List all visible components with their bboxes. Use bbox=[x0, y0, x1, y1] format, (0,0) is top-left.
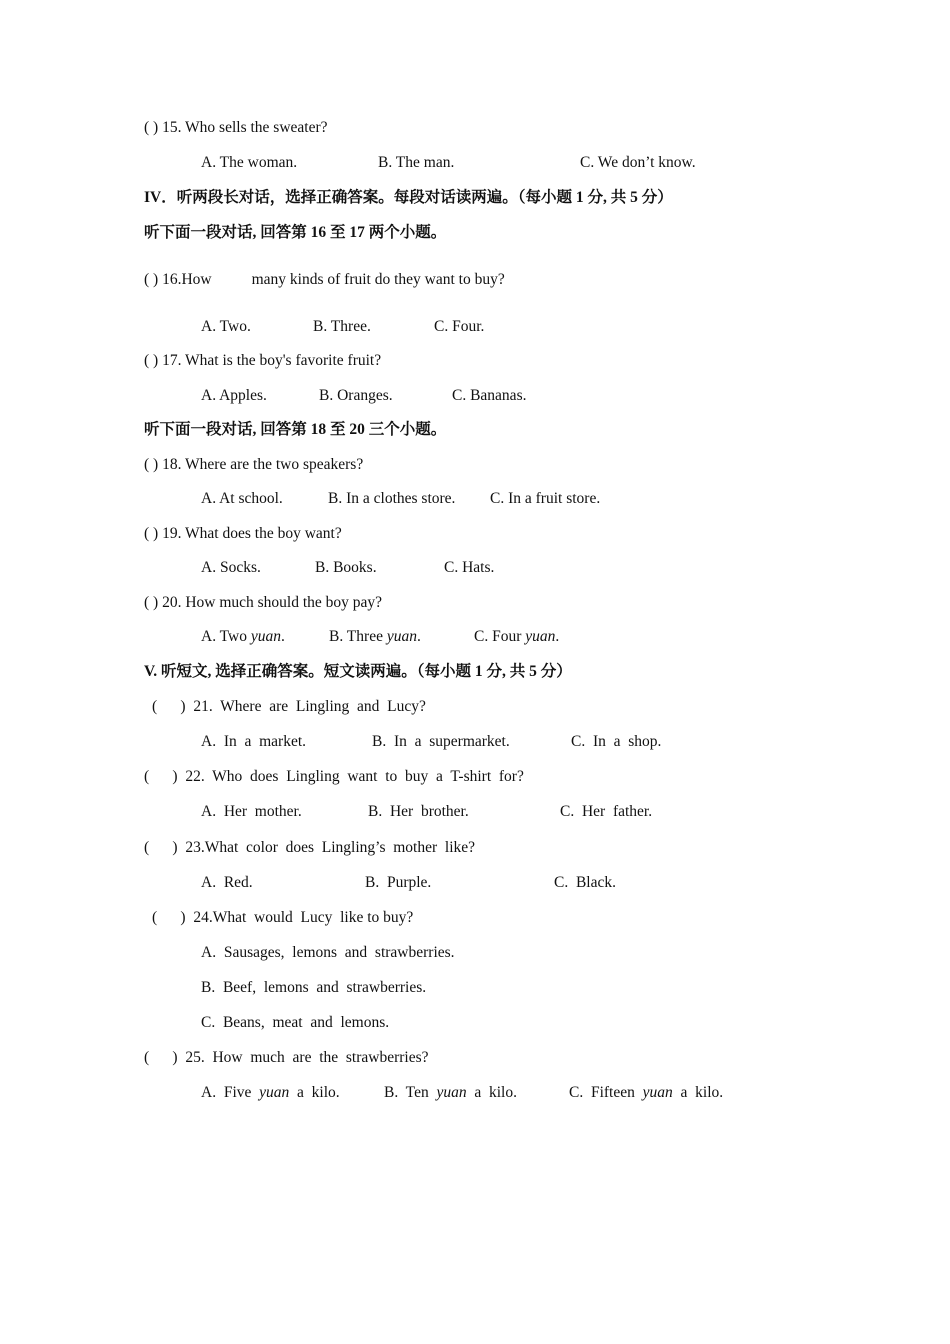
q25-option-c bbox=[569, 1083, 723, 1103]
question-16 bbox=[144, 270, 505, 290]
q16-option-a: A. Two. bbox=[201, 318, 251, 335]
q21-option-a: A. In a market. bbox=[201, 733, 307, 750]
q21-option-c: C. In a shop. bbox=[571, 733, 662, 750]
q25-b-suffix: a kilo. bbox=[474, 1084, 517, 1101]
question-25: ( ) 25. How much are the strawberries? bbox=[144, 1049, 429, 1066]
q22-option-c: C. Her father. bbox=[560, 803, 653, 820]
q25-a-suffix: a kilo. bbox=[297, 1084, 340, 1101]
question-21: ( ) 21. Where are Lingling and Lucy? bbox=[152, 698, 426, 715]
q25-c-text: C. Fifteen bbox=[569, 1084, 635, 1101]
q19-option-c: C. Hats. bbox=[444, 559, 495, 576]
q20-b-dot: . bbox=[416, 628, 421, 645]
q25-option-b bbox=[384, 1083, 517, 1103]
question-17: ( ) 17. What is the boy's favorite fruit? bbox=[144, 352, 382, 369]
q20-c-text: C. Four bbox=[474, 628, 522, 645]
q25-option-a bbox=[201, 1083, 340, 1103]
q20-b-unit: yuan bbox=[386, 628, 417, 645]
question-20: ( ) 20. How much should the boy pay? bbox=[144, 594, 383, 611]
question-22: ( ) 22. Who does Lingling want to buy a T-shirt for? bbox=[144, 768, 524, 785]
q20-option-c bbox=[474, 627, 559, 647]
q15-option-c: C. We don’t know. bbox=[580, 154, 696, 171]
q16-stem-start: ( ) 16.How bbox=[144, 271, 212, 288]
q22-option-b: B. Her brother. bbox=[368, 803, 469, 820]
q23-option-c: C. Black. bbox=[554, 874, 616, 891]
q24-option-a: A. Sausages, lemons and strawberries. bbox=[201, 944, 455, 961]
q20-option-a bbox=[201, 627, 285, 647]
dialog-1-instruction: 听下面一段对话, 回答第 16 至 17 两个小题。 bbox=[144, 224, 447, 241]
q17-option-c: C. Bananas. bbox=[452, 387, 527, 404]
q18-option-c: C. In a fruit store. bbox=[490, 490, 601, 507]
q20-b-text: B. Three bbox=[329, 628, 383, 645]
section-heading-part-4: IV．听两段长对话，选择正确答案。每段对话读两遍。（每小题 1 分, 共 5 分） bbox=[144, 189, 673, 206]
q23-option-b: B. Purple. bbox=[365, 874, 432, 891]
section-heading-part-5: V. 听短文, 选择正确答案。短文读两遍。（每小题 1 分, 共 5 分） bbox=[144, 663, 572, 680]
question-23: ( ) 23.What color does Lingling’s mother like? bbox=[144, 839, 476, 856]
q18-option-a: A. At school. bbox=[201, 490, 283, 507]
question-18: ( ) 18. Where are the two speakers? bbox=[144, 456, 364, 473]
q20-a-dot: . bbox=[281, 628, 285, 645]
question-24: ( ) 24.What would Lucy like to buy? bbox=[152, 909, 414, 926]
q18-option-b: B. In a clothes store. bbox=[328, 490, 456, 507]
q20-option-b bbox=[329, 627, 421, 647]
q20-a-text: A. Two bbox=[201, 628, 247, 645]
q24-option-b: B. Beef, lemons and strawberries. bbox=[201, 979, 427, 996]
question-19: ( ) 19. What does the boy want? bbox=[144, 525, 342, 542]
q23-option-a: A. Red. bbox=[201, 874, 253, 891]
q22-option-a: A. Her mother. bbox=[201, 803, 302, 820]
q16-stem-end: many kinds of fruit do they want to buy? bbox=[251, 271, 505, 288]
question-15: ( ) 15. Who sells the sweater? bbox=[144, 119, 328, 136]
q16-option-b: B. Three. bbox=[313, 318, 371, 335]
q15-option-a: A. The woman. bbox=[201, 154, 298, 171]
q25-b-unit: yuan bbox=[436, 1084, 467, 1101]
dialog-2-instruction: 听下面一段对话, 回答第 18 至 20 三个小题。 bbox=[144, 421, 447, 438]
q25-a-text: A. Five bbox=[201, 1084, 252, 1101]
q25-b-text: B. Ten bbox=[384, 1084, 429, 1101]
q19-option-b: B. Books. bbox=[315, 559, 377, 576]
q25-a-unit: yuan bbox=[259, 1084, 290, 1101]
q20-c-unit: yuan bbox=[525, 628, 556, 645]
q25-c-unit: yuan bbox=[642, 1084, 673, 1101]
q20-a-unit: yuan bbox=[250, 628, 282, 645]
q15-option-b: B. The man. bbox=[378, 154, 455, 171]
q17-option-b: B. Oranges. bbox=[319, 387, 393, 404]
q17-option-a: A. Apples. bbox=[201, 387, 267, 404]
q19-option-a: A. Socks. bbox=[201, 559, 261, 576]
q24-option-c: C. Beans, meat and lemons. bbox=[201, 1014, 390, 1031]
q20-c-dot: . bbox=[555, 628, 560, 645]
q25-c-suffix: a kilo. bbox=[680, 1084, 724, 1101]
q16-option-c: C. Four. bbox=[434, 318, 485, 335]
q21-option-b: B. In a supermarket. bbox=[372, 733, 510, 750]
